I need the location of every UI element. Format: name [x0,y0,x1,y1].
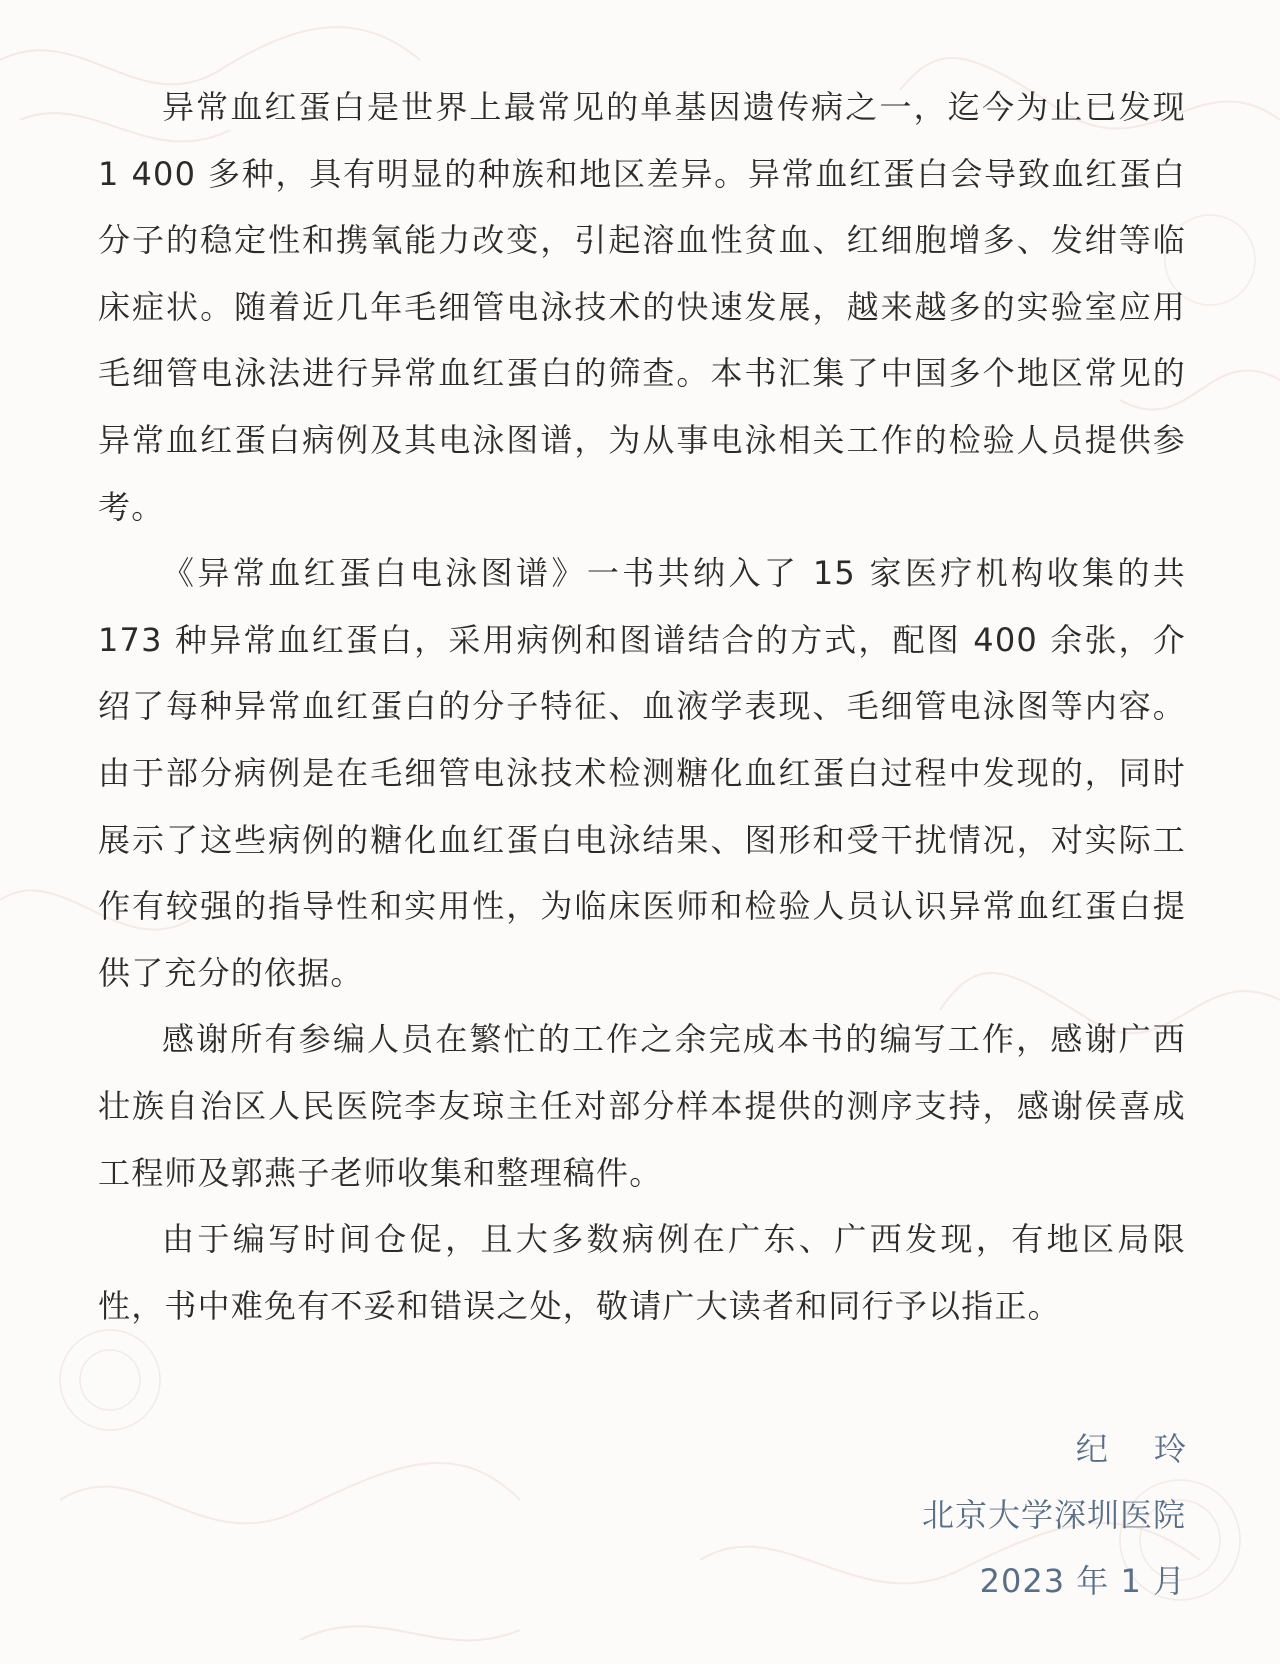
paragraph-intro: 异常血红蛋白是世界上最常见的单基因遗传病之一，迄今为止已发现 1 400 多种，具有明显的种族和地区差异。异常血红蛋白会导致血红蛋白分子的稳定性和携氧能力改变，引起溶血性贫血、红细胞增多、发绀等临床症状。随着近几年毛细管电泳技术的快速发展，越来越多的实验室应用毛细管电泳法进行异常血红蛋白的筛查。本书汇集了中国多个地区常见的异常血红蛋白病例及其电泳图谱，为从事电泳相关工作的检验人员提供参考。 [98,88,1186,526]
signature-block [921,1416,1204,1614]
signature-date: 2023 年 1 月 [979,1562,1186,1600]
author-name: 纪 玲 [1075,1430,1204,1468]
preface-body [98,74,1186,1339]
paragraph-acknowledgements: 感谢所有参编人员在繁忙的工作之余完成本书的编写工作，感谢广西壮族自治区人民医院李友琼主任对部分样本提供的测序支持，感谢侯喜成工程师及郭燕子老师收集和整理稿件。 [98,1020,1186,1192]
paragraph-closing: 由于编写时间仓促，且大多数病例在广东、广西发现，有地区局限性，书中难免有不妥和错误之处，敬请广大读者和同行予以指正。 [98,1220,1186,1325]
paragraph-book-summary: 《异常血红蛋白电泳图谱》一书共纳入了 15 家医疗机构收集的共 173 种异常血红蛋白，采用病例和图谱结合的方式，配图 400 余张，介绍了每种异常血红蛋白的分子特征、血液学表现、毛细管电泳图等内容。由于部分病例是在毛细管电泳技术检测糖化血红蛋白过程中发现的，同时展示了这些病例的糖化血红蛋白电泳结果、图形和受干扰情况，对实际工作有较强的指导性和实用性，为临床医师和检验人员认识异常血红蛋白提供了充分的依据。 [98,554,1186,992]
author-institution: 北京大学深圳医院 [921,1496,1186,1534]
